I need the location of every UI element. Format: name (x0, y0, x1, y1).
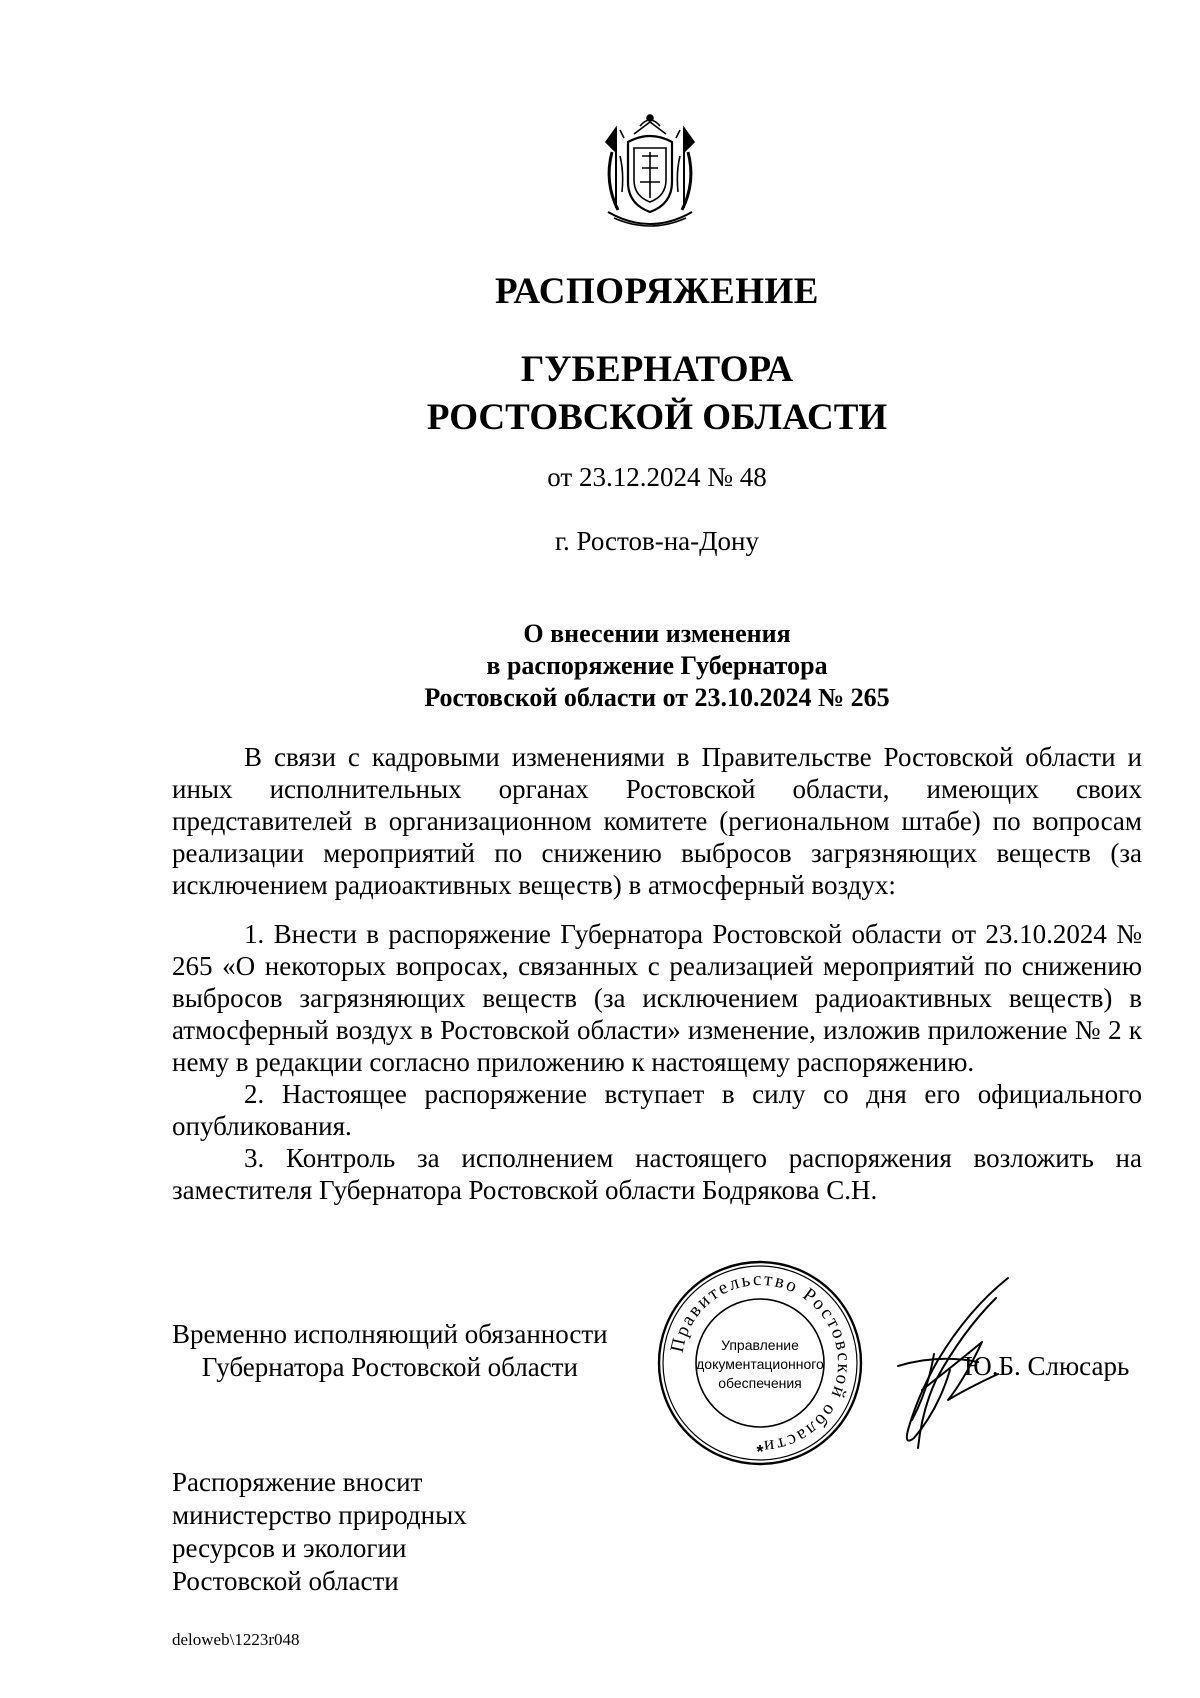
preamble (172, 741, 1142, 901)
document-city: г. Ростов-на-Дону (554, 526, 759, 556)
signatory-position (172, 1318, 608, 1384)
stamp-ring-text: Правительство Ростовской области (666, 1268, 855, 1458)
document-date-number: от 23.12.2024 № 48 (547, 462, 767, 492)
stamp-inner-line-3: обеспечения (718, 1375, 802, 1391)
order-item-2: 2. Настоящее распоряжение вступает в силу со дня его официального опубликования. (172, 1079, 1142, 1141)
introduced-by-line-2: министерство природных (172, 1500, 467, 1530)
introduced-by-line-1: Распоряжение вносит (172, 1467, 423, 1497)
document-subject (172, 618, 1142, 714)
issuer-title (172, 346, 1142, 442)
footer-document-code: deloweb\1223r048 (172, 1630, 300, 1649)
introduced-by-line-4: Ростовской области (172, 1566, 399, 1596)
preamble-paragraph: В связи с кадровыми изменениями в Правительстве Ростовской области и иных исполнительных органах Ростовской области, имеющих своих представителей в организационном комитете (региональном штабе) по вопросам реализации мероприятий по снижению выбросов загрязняющих веществ (за исключением радиоактивных веществ) в атмосферный воздух: (172, 742, 1142, 900)
introduced-by-line-3: ресурсов и экологии (172, 1533, 407, 1563)
order-item-1: 1. Внести в распоряжение Губернатора Ростовской области от 23.10.2024 № 265 «О некоторых вопросах, связанных с реализацией мероприятий по снижению выбросов загрязняющих веществ (за исключением радиоактивных веществ) в атмосферный воздух в Ростовской области» изменение, изложив приложение № 2 к нему в редакции согласно приложению к настоящему распоряжению. (172, 919, 1142, 1077)
issuer-line-1: ГУБЕРНАТОРА (520, 349, 794, 390)
coat-of-arms-icon (594, 112, 706, 236)
signatory-position-line-2: Губернатора Ростовской области (201, 1352, 578, 1382)
subject-line-3: Ростовской области от 23.10.2024 № 265 (424, 683, 890, 712)
subject-line-2: в распоряжение Губернатора (486, 651, 828, 680)
stamp-inner-line-2: документационного (696, 1356, 824, 1372)
official-stamp (655, 1258, 865, 1468)
stamp-star: * (756, 1442, 764, 1462)
subject-line-1: О внесении изменения (523, 619, 791, 648)
order-item-3: 3. Контроль за исполнением настоящего распоряжения возложить на заместителя Губернатора Ростовской области Бодрякова С.Н. (172, 1143, 1142, 1205)
stamp-inner-line-1: Управление (721, 1337, 799, 1353)
order-items (172, 918, 1142, 1206)
document-type-title: РАСПОРЯЖЕНИЕ (494, 271, 819, 312)
issuer-line-2: РОСТОВСКОЙ ОБЛАСТИ (426, 397, 888, 438)
signatory-position-line-1: Временно исполняющий обязанности (172, 1319, 608, 1349)
signatory-name: Ю.Б. Слюсарь (964, 1351, 1130, 1381)
introduced-by (172, 1466, 467, 1598)
